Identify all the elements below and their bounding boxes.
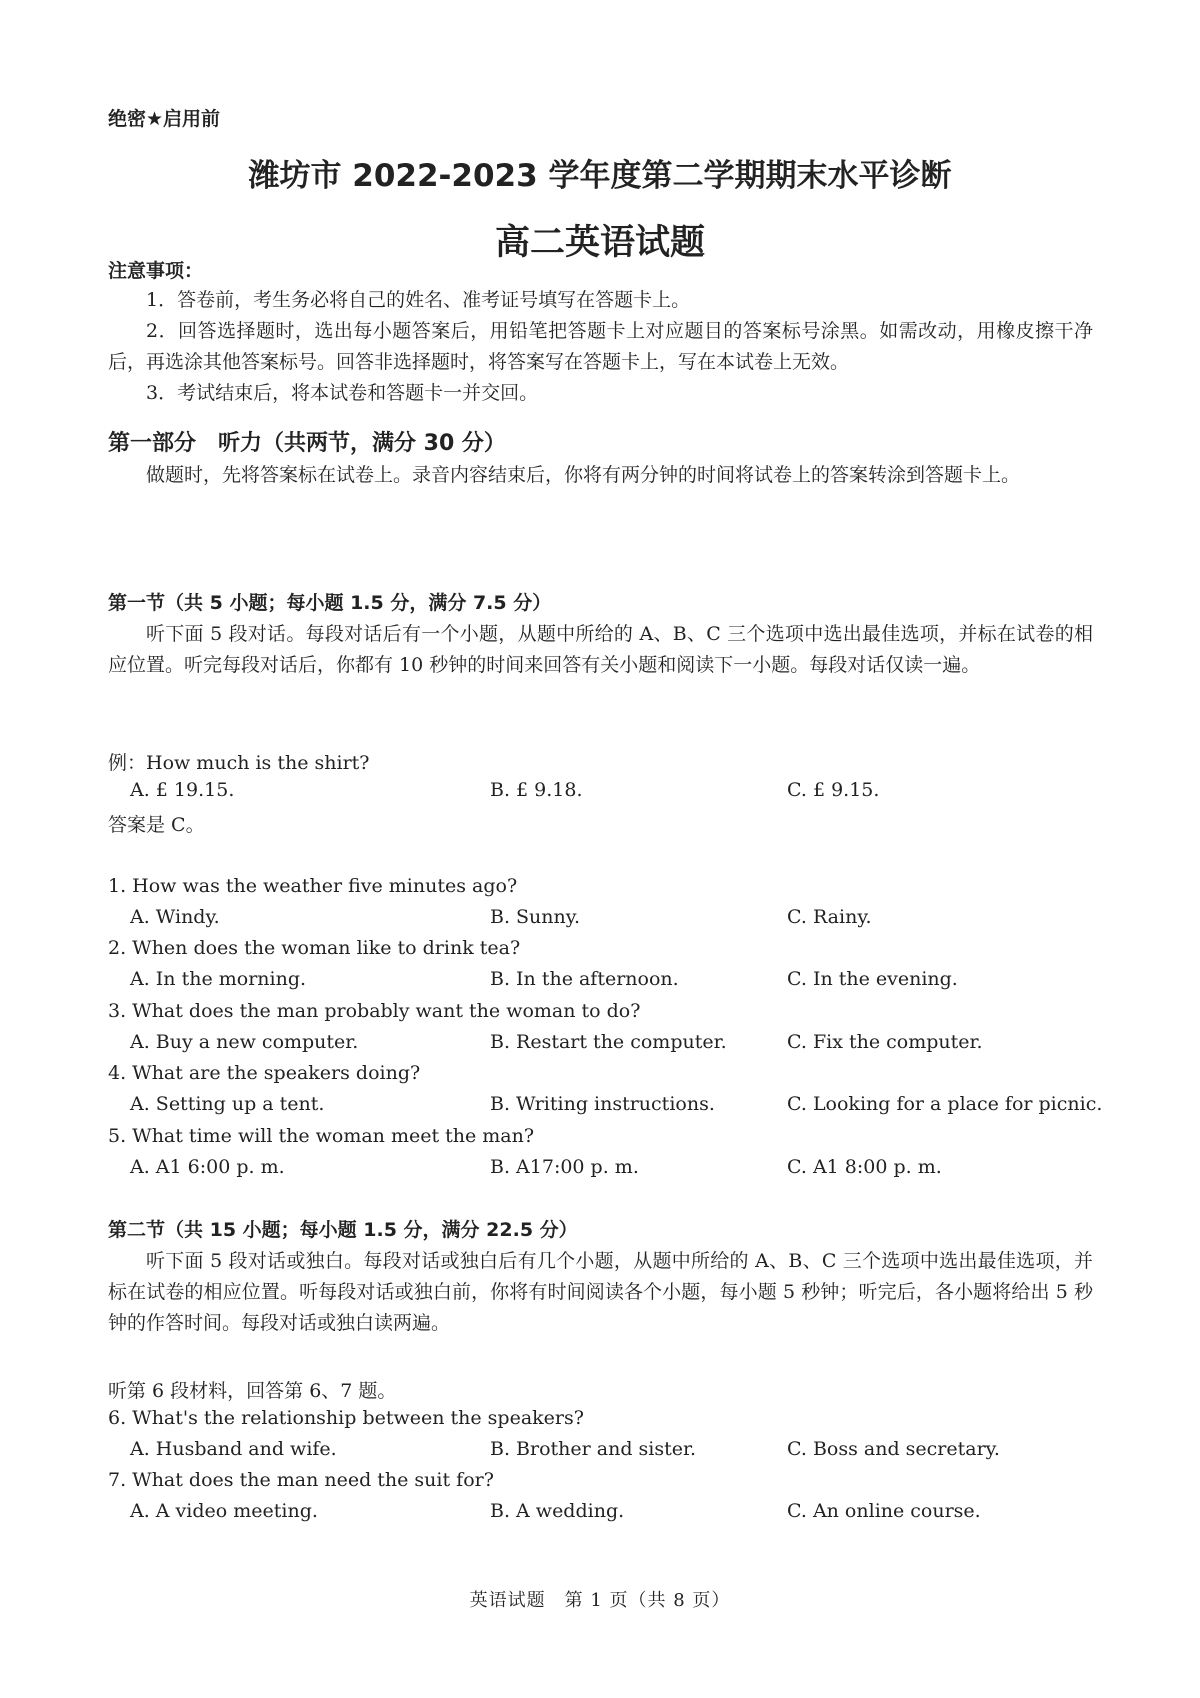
option-a: A. A1 6:00 p. m. <box>130 1156 285 1178</box>
option-b: B. £ 9.18. <box>490 779 583 801</box>
option-a: A. Husband and wife. <box>130 1438 337 1460</box>
option-b: B. In the afternoon. <box>490 968 679 990</box>
example-answer: 答案是 C。 <box>108 814 205 836</box>
option-a: A. A video meeting. <box>130 1500 318 1522</box>
option-c: C. Looking for a place for picnic. <box>787 1093 1103 1115</box>
page-footer: 英语试题 第 1 页（共 8 页） <box>469 1590 731 1611</box>
option-a: A. £ 19.15. <box>130 779 235 801</box>
material-instruction: 听第 6 段材料，回答第 6、7 题。 <box>108 1380 397 1402</box>
option-c: C. A1 8:00 p. m. <box>787 1156 942 1178</box>
option-a: A. Windy. <box>130 906 220 928</box>
option-b: B. A wedding. <box>490 1500 625 1522</box>
note-item: 1．答卷前，考生务必将自己的姓名、准考证号填写在答题卡上。 <box>146 289 691 311</box>
option-b: B. A17:00 p. m. <box>490 1156 639 1178</box>
section2-heading: 第二节（共 15 小题；每小题 1.5 分，满分 22.5 分） <box>108 1219 578 1241</box>
option-c: C. Fix the computer. <box>787 1031 983 1053</box>
question-6: 6. What's the relationship between the speakers? <box>108 1407 584 1429</box>
option-a: A. Buy a new computer. <box>130 1031 359 1053</box>
section1-intro: 听下面 5 段对话。每段对话后有一个小题，从题中所给的 A、B、C 三个选项中选出最佳选项，并标在试卷的相应位置。听完每段对话后，你都有 10 秒钟的时间来回答有关小题和阅读下一小题。每段对话仅读一遍。 <box>108 623 1093 676</box>
note-item: 3．考试结束后，将本试卷和答题卡一并交回。 <box>146 382 539 404</box>
section1-heading: 第一节（共 5 小题；每小题 1.5 分，满分 7.5 分） <box>108 592 552 614</box>
option-b: B. Writing instructions. <box>490 1093 715 1115</box>
confidential-label: 绝密★启用前 <box>108 108 221 130</box>
option-b: B. Sunny. <box>490 906 581 928</box>
option-c: C. In the evening. <box>787 968 958 990</box>
option-c: C. Boss and secretary. <box>787 1438 1000 1460</box>
exam-subtitle: 高二英语试题 <box>494 223 705 263</box>
option-b: B. Restart the computer. <box>490 1031 727 1053</box>
example-question: 例：How much is the shirt? <box>108 752 370 774</box>
notes-heading: 注意事项： <box>108 260 204 282</box>
option-c: C. £ 9.15. <box>787 779 880 801</box>
question-5: 5. What time will the woman meet the man? <box>108 1125 535 1147</box>
note-item: 2．回答选择题时，选出每小题答案后，用铅笔把答题卡上对应题目的答案标号涂黑。如需改动，用橡皮擦干净后，再选涂其他答案标号。回答非选择题时，将答案写在答题卡上，写在本试卷上无效。 <box>108 320 1093 373</box>
question-2: 2. When does the woman like to drink tea? <box>108 937 521 959</box>
part1-intro: 做题时，先将答案标在试卷上。录音内容结束后，你将有两分钟的时间将试卷上的答案转涂到答题卡上。 <box>146 464 1021 486</box>
question-7: 7. What does the man need the suit for? <box>108 1469 494 1491</box>
part1-heading: 第一部分 听力（共两节，满分 30 分） <box>108 431 506 456</box>
question-3: 3. What does the man probably want the woman to do? <box>108 1000 641 1022</box>
option-c: C. An online course. <box>787 1500 981 1522</box>
section2-intro: 听下面 5 段对话或独白。每段对话或独白后有几个小题，从题中所给的 A、B、C 三个选项中选出最佳选项，并标在试卷的相应位置。听每段对话或独白前，你将有时间阅读各个小题，每小题 5 秒钟；听完后，各小题将给出 5 秒钟的作答时间。每段对话或独白读两遍。 <box>108 1250 1093 1334</box>
exam-title: 潍坊市 2022-2023 学年度第二学期期末水平诊断 <box>248 158 952 194</box>
option-a: A. In the morning. <box>130 968 307 990</box>
question-1: 1. How was the weather five minutes ago? <box>108 875 518 897</box>
question-4: 4. What are the speakers doing? <box>108 1062 421 1084</box>
option-c: C. Rainy. <box>787 906 872 928</box>
option-a: A. Setting up a tent. <box>130 1093 325 1115</box>
option-b: B. Brother and sister. <box>490 1438 697 1460</box>
